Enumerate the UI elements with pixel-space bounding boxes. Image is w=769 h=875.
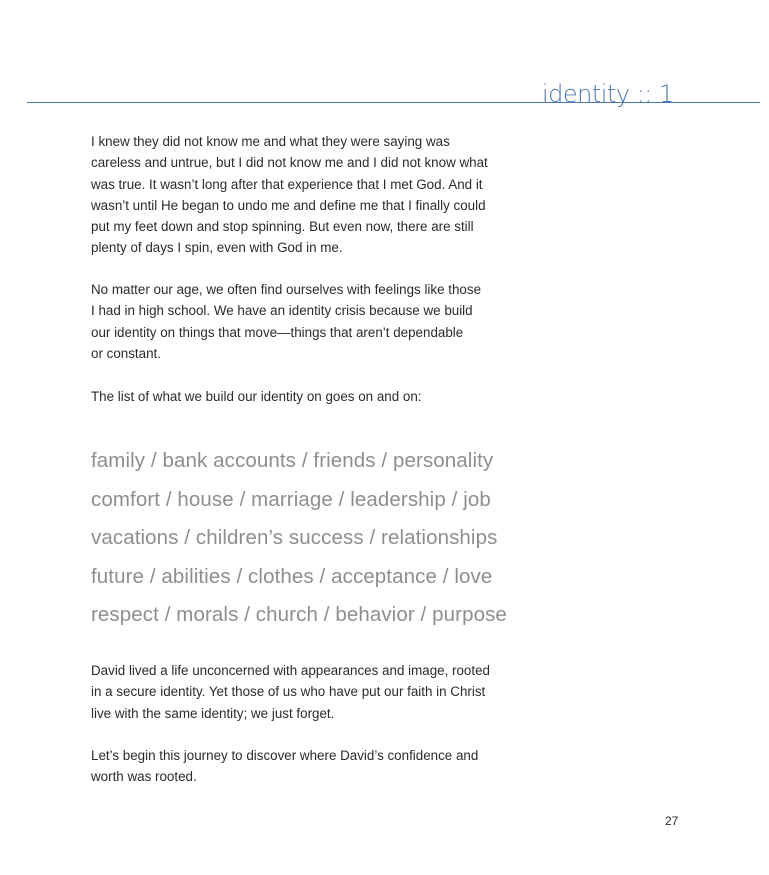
text-line: David lived a life unconcerned with appearances and image, rooted xyxy=(91,663,490,678)
text-line: No matter our age, we often find ourselves with feelings like those xyxy=(91,282,482,297)
identity-word-list xyxy=(91,442,551,635)
text-line: was true. It wasn’t long after that experience that I met God. And it xyxy=(91,176,483,192)
text-line: put my feet down and stop spinning. But even now, there are still xyxy=(91,219,474,235)
identity-list-line: future / abilities / clothes / acceptance / love xyxy=(91,564,493,588)
text-line: plenty of days I spin, even with God in me. xyxy=(91,240,343,256)
paragraph-4 xyxy=(91,660,551,724)
identity-list-line: comfort / house / marriage / leadership / job xyxy=(91,487,491,511)
paragraph-3 xyxy=(91,386,551,407)
text-line: our identity on things that move—things that aren’t dependable xyxy=(91,324,464,340)
text-line: wasn’t until He began to undo me and define me that I finally could xyxy=(91,197,486,213)
text-line: live with the same identity; we just forget. xyxy=(91,705,335,721)
identity-list-line: family / bank accounts / friends / personality xyxy=(91,449,494,472)
paragraph-5 xyxy=(91,745,551,788)
text-line: I had in high school. We have an identity crisis because we build xyxy=(91,303,473,319)
paragraph-2 xyxy=(91,279,551,364)
identity-list-line: vacations / children’s success / relationships xyxy=(91,526,498,549)
text-line: or constant. xyxy=(91,345,161,361)
text-line: Let’s begin this journey to discover where David’s confidence and xyxy=(91,748,479,763)
chapter-title: identity :: 1 xyxy=(542,80,674,108)
text-line: in a secure identity. Yet those of us who have put our faith in Christ xyxy=(91,684,486,700)
text-line: careless and untrue, but I did not know me and I did not know what xyxy=(91,155,488,171)
identity-list-line: respect / morals / church / behavior / purpose xyxy=(91,603,507,626)
text-line: The list of what we build our identity on goes on and on: xyxy=(91,389,422,404)
text-line: worth was rooted. xyxy=(91,769,197,785)
page-number: 27 xyxy=(665,814,679,828)
paragraph-1 xyxy=(91,131,551,259)
text-line: I knew they did not know me and what they were saying was xyxy=(91,134,450,149)
